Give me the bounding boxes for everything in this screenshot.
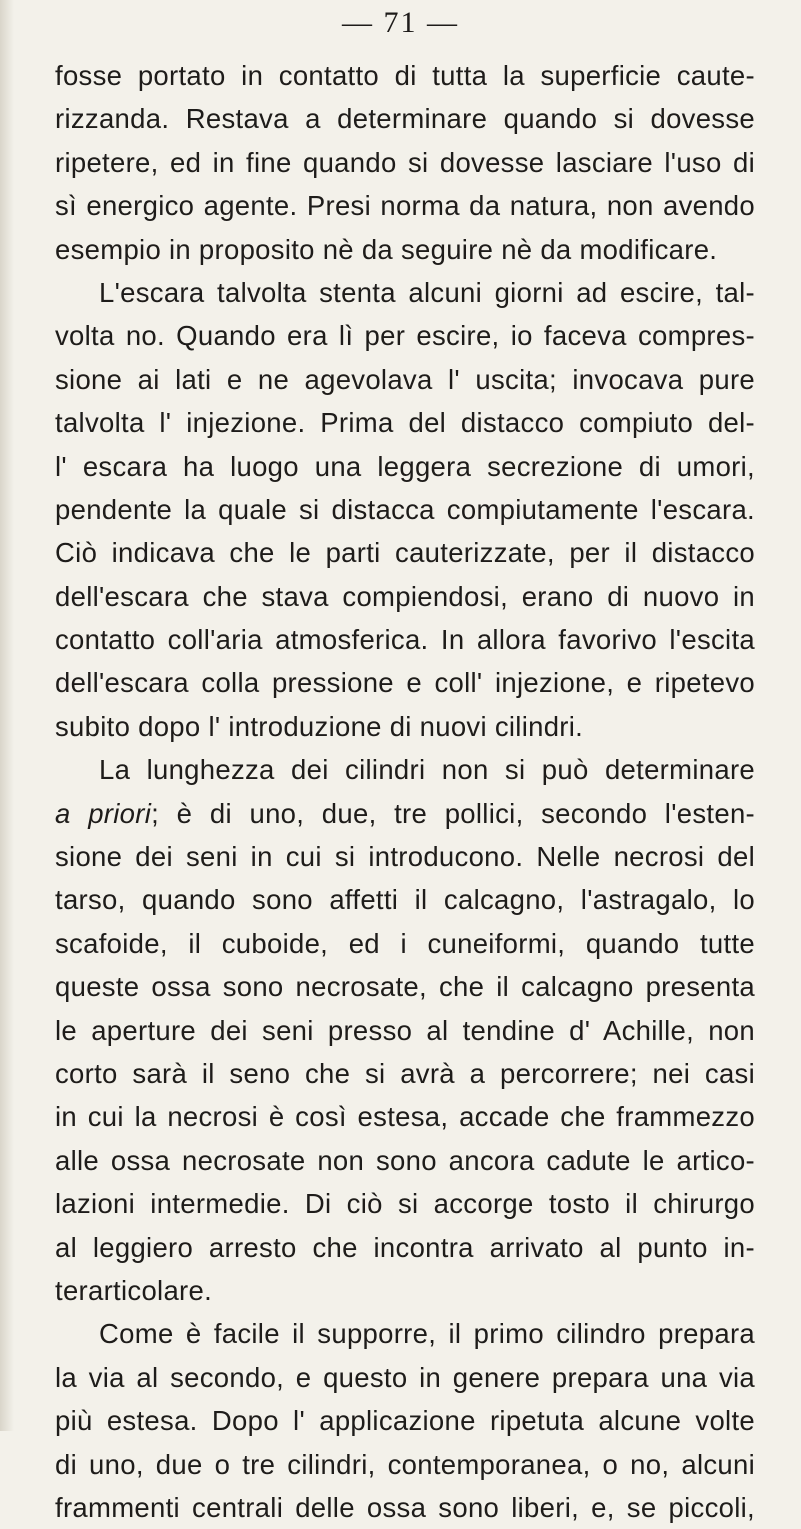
text-line: l' escara ha luogo una leggera secrezione di umori, [55,450,755,482]
paragraph-start-line: Come è facile il supporre, il primo cilindro prepara [99,1318,755,1350]
text-line: terarticolare. [55,1274,213,1306]
text-line: in cui la necrosi è così estesa, accade che frammezzo [55,1101,755,1133]
text-line: rizzanda. Restava a determinare quando si dovesse [55,103,755,135]
paragraph-start-line: La lunghezza dei cilindri non si può determinare [99,754,755,786]
text-line: fosse portato in contatto di tutta la superficie caute- [55,60,755,91]
text-line: sione dei seni in cui si introducono. Nelle necrosi del [55,841,755,873]
text-line-rest: ; è di uno, due, tre pollici, secondo l'esten- [151,797,755,829]
text-line: più estesa. Dopo l' applicazione ripetuta alcune volte [55,1405,755,1437]
text-line: Ciò indicava che le parti cauterizzate, per il distacco [55,537,755,569]
text-line: alle ossa necrosate non sono ancora cadute le artico- [55,1144,755,1176]
text-line: volta no. Quando era lì per escire, io faceva compres- [55,320,755,352]
text-line: le aperture dei seni presso al tendine d' Achille, non [55,1014,755,1046]
text-line: sione ai lati e ne agevolava l' uscita; invocava pure [55,363,755,395]
text-line: di uno, due o tre cilindri, contemporanea, o no, alcuni [55,1448,755,1480]
text-line: contatto coll'aria atmosferica. In allora favorivo l'escita [55,624,755,656]
text-line: talvolta l' injezione. Prima del distacco compiuto del- [55,407,755,439]
text-line: subito dopo l' introduzione di nuovi cilindri. [55,710,584,742]
text-line: esempio in proposito nè da seguire nè da modificare. [55,233,718,265]
body-text [55,54,755,1529]
text-line: scafoide, il cuboide, ed i cuneiformi, quando tutte [55,927,755,959]
text-line: ripetere, ed in fine quando si dovesse lasciare l'uso di [55,146,755,178]
text-line: frammenti centrali delle ossa sono liberi, e, se piccoli, [55,1491,755,1523]
text-line: al leggiero arresto che incontra arrivato al punto in- [55,1231,755,1263]
text-line: corto sarà il seno che si avrà a percorrere; nei casi [55,1057,755,1089]
italic-phrase: a priori [55,797,152,829]
text-line: pendente la quale si distacca compiutamente l'escara. [55,493,755,525]
text-line: lazioni intermedie. Di ciò si accorge tosto il chirurgo [55,1188,755,1220]
text-line: sì energico agente. Presi norma da natura, non avendo [55,190,755,222]
text-line: queste ossa sono necrosate, che il calcagno presenta [55,971,755,1003]
page-edge-shadow [0,0,14,1431]
text-line [55,792,755,835]
text-line: dell'escara che stava compiendosi, erano di nuovo in [55,580,755,612]
text-line: la via al secondo, e questo in genere prepara una via [55,1361,755,1393]
page-number: — 71 — [342,6,459,39]
paragraph-start-line: L'escara talvolta stenta alcuni giorni ad escire, tal- [99,276,755,308]
text-line: dell'escara colla pressione e coll' injezione, e ripetevo [55,667,755,699]
text-line: tarso, quando sono affetti il calcagno, l'astragalo, lo [55,884,755,916]
